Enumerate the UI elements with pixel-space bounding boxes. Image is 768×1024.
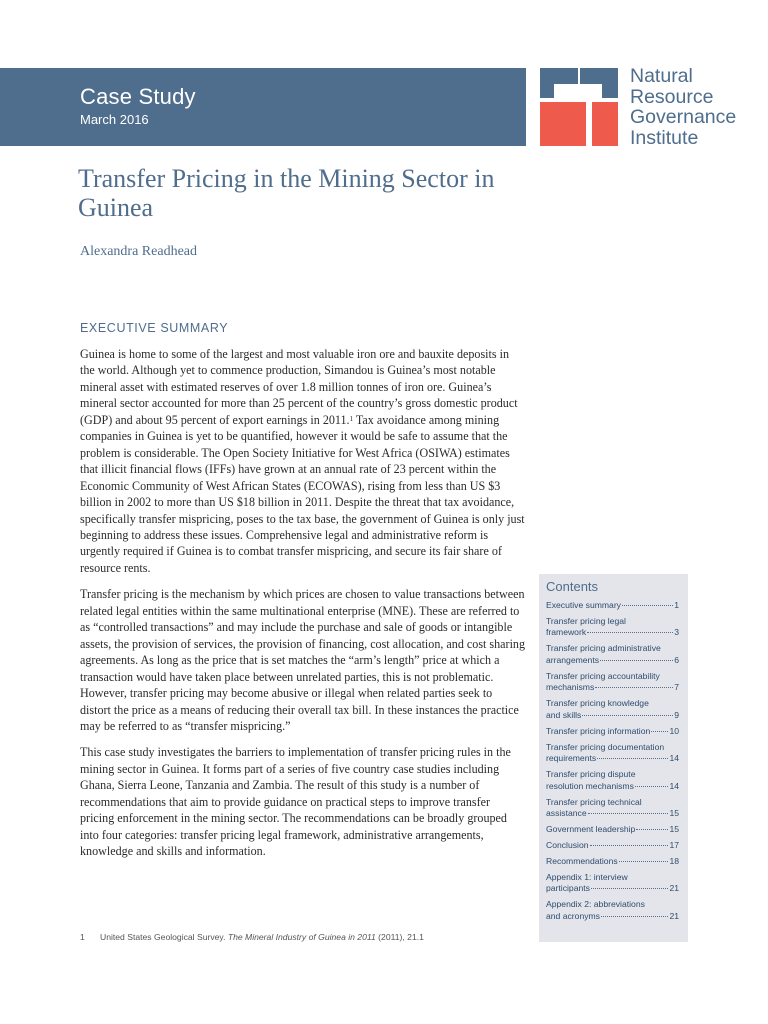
contents-item-label: Government leadership [546,824,636,835]
contents-item-row [546,627,679,639]
contents-item-page: 3 [674,627,679,638]
footnote-number: 1 [80,932,85,942]
contents-list [546,600,679,927]
contents-item[interactable] [546,824,679,836]
paragraph-1 [80,346,526,576]
dot-leader [651,731,668,732]
contents-item-label: Transfer pricing documentation [546,741,665,752]
contents-title: Contents [546,579,599,594]
org-name-line-4: Institute [630,126,699,149]
paragraph-2: Transfer pricing is the mechanism by which prices are chosen to value transactions between related legal entities within the same multinational enterprise (MNE). These are referred to as “controlled transactions” and may include the purchase and sale of goods or intangible assets, the provision of services, the provision of financing, cost allocation, and cost sharing agreements. As long as the price that is set matches the “arm’s length” price at which a transaction would have taken place between unrelated parties, this is not problematic. However, transfer pricing may become abusive or illegal when related parties seek to distort the price as a means of reducing their overall tax bill. In these instances the practice may be referred to as “transfer mispricing.” [80,587,526,733]
contents-item-page: 21 [669,883,679,894]
contents-item-label: Executive summary [546,600,621,610]
footnote-work-title: The Mineral Industry of Guinea in 2011 [227,932,376,942]
contents-item-page: 17 [669,840,679,851]
dot-leader [597,758,668,759]
paragraph-3: This case study investigates the barriers to implementation of transfer pricing rules in the mining sector in Guinea. It forms part of a series of five country case studies including Ghana, Sierra Leone, Tanzania and Zambia. The result of this study is a number of recommendations that aim to provide guidance on practical steps to improve transfer pricing enforcement in the mining sector. The recommendations can be broadly grouped into four categories: transfer pricing legal framework, administrative arrangements, knowledge and skills and information. [80,745,511,859]
contents-item-label: framework [546,627,587,638]
contents-item-page: 10 [669,725,679,736]
contents-item-row [546,883,679,895]
org-name-line-2: Resource [630,85,714,108]
contents-item-label: assistance [546,808,587,819]
author-name: Alexandra Readhead [80,244,197,259]
contents-item-row [546,710,679,722]
contents-item-page: 21 [669,910,679,921]
contents-item[interactable] [546,899,679,922]
contents-item-label: mechanisms [546,682,595,693]
contents-item-row [546,911,679,923]
document-type-label: Case Study [80,84,196,109]
contents-item-row [546,840,679,852]
org-name-line-1: Natural [630,65,693,87]
contents-item-label: and skills [546,709,582,720]
body-text [80,346,526,870]
document-title: Transfer Pricing in the Mining Sector in Guinea [78,164,495,222]
footnote-source: United States Geological Survey. [100,932,228,942]
footnote-marker[interactable]: 1 [349,414,354,423]
contents-item-row [546,856,679,868]
paragraph-1-part-1: Guinea is home to some of the largest and most valuable iron ore and bauxite deposits in the world. Although yet to commence production, Simandou is Guinea’s most notable mineral asset with estimated reserves of over 1.8 million tonnes of iron ore. Guinea’s mineral sector accounted for more than 25 percent of the country’s gross domestic product (GDP) and about 95 percent of export earnings in 2011. [80,347,518,427]
footnote-rest: (2011), 21.1 [375,932,424,942]
contents-item-row [546,781,679,793]
dot-leader [601,916,668,917]
contents-item-label: resolution mechanisms [546,780,634,791]
contents-item-label: arrangements [546,654,600,665]
contents-item-row [546,600,679,612]
contents-item-label: Recommendations [546,855,618,866]
organization-name [630,66,736,148]
publication-date: March 2016 [80,112,149,127]
contents-item[interactable] [546,872,679,895]
contents-item[interactable] [546,726,679,738]
contents-item-row [546,655,679,667]
contents-item[interactable] [546,616,679,639]
contents-item-page: 18 [669,855,679,866]
contents-item[interactable] [546,797,679,820]
dot-leader [622,605,673,606]
contents-item-page: 1 [674,600,679,610]
dot-leader [582,715,673,716]
contents-item-page: 15 [669,808,679,819]
contents-item-page: 9 [674,709,679,720]
contents-item[interactable] [546,671,679,694]
dot-leader [591,888,668,889]
contents-item-row [546,726,679,738]
contents-item-page: 15 [669,824,679,835]
contents-item[interactable] [546,600,679,612]
contents-item-label: Transfer pricing information [546,725,651,736]
contents-item-page: 14 [669,753,679,764]
contents-item-page: 6 [674,654,679,665]
contents-item-label: requirements [546,753,597,764]
footnote [80,932,424,942]
contents-item-row [546,753,679,765]
contents-item-row [546,824,679,836]
contents-item-label: Transfer pricing technical [546,796,642,807]
contents-item-page: 7 [674,682,679,693]
dot-leader [635,786,669,787]
contents-item-label: Transfer pricing administrative [546,643,661,654]
contents-item[interactable] [546,840,679,852]
dot-leader [636,829,668,830]
paragraph-1-part-2: Tax avoidance among mining companies in Guinea is yet to be quantified, however it would be safe to assume that the problem is considerable. The Open Society Initiative for West Africa (OSIWA) estimates that illicit financial flows (IFFs) have grown at an annual rate of 23 percent within the Economic Community of West African States (ECOWAS), rising from less than US $3 billion in 2002 to more than US $18 billion in 2011. Despite the threat that tax avoidance, specifically transfer mispricing, poses to the tax base, the government of Guinea is only just beginning to address these issues. Comprehensive legal and administrative reform is urgently required if Guinea is to combat transfer mispricing, and secure its fair share of resource rents. [80,412,525,575]
dot-leader [595,687,673,688]
contents-item[interactable] [546,742,679,765]
dot-leader [588,813,669,814]
contents-item-label: Transfer pricing knowledge [546,698,649,709]
section-heading: EXECUTIVE SUMMARY [80,321,229,335]
org-name-line-3: Governance [630,106,737,128]
contents-item[interactable] [546,643,679,666]
contents-item-label: Transfer pricing legal [546,615,626,626]
nrgi-logo-icon [540,68,620,146]
contents-item[interactable] [546,856,679,868]
contents-item-row [546,682,679,694]
contents-item-row [546,808,679,820]
contents-item-label: participants [546,883,590,894]
case-study-banner [0,68,526,146]
contents-panel [539,574,688,942]
contents-item-label: Appendix 1: interview [546,871,628,882]
contents-item-label: Conclusion [546,840,589,851]
contents-item-label: Transfer pricing dispute [546,769,636,780]
contents-item[interactable] [546,698,679,721]
dot-leader [587,632,673,633]
contents-item-label: Appendix 2: abbreviations [546,899,645,910]
contents-item-page: 14 [669,780,679,791]
dot-leader [619,861,669,862]
dot-leader [600,660,673,661]
dot-leader [590,845,669,846]
contents-item-label: and acronyms [546,910,600,921]
contents-item-label: Transfer pricing accountability [546,670,660,681]
contents-item[interactable] [546,769,679,792]
